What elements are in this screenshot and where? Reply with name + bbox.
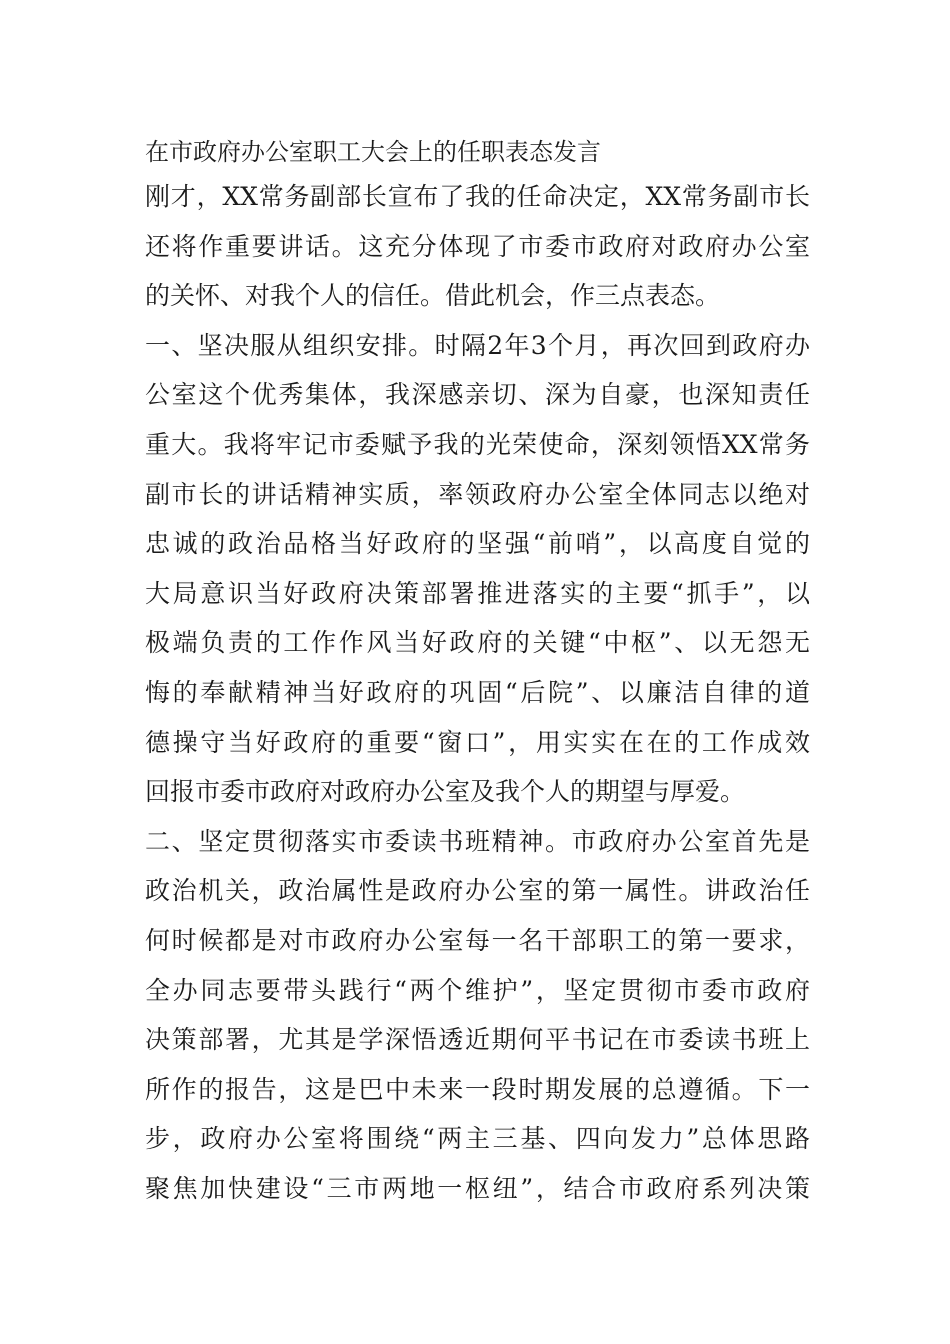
- text-line: 何时候都是对市政府办公室每一名干部职工的第一要求，: [145, 925, 810, 955]
- text-line: 的关怀、对我个人的信任。借此机会，作三点表态。: [145, 281, 721, 311]
- text-line: 回报市委市政府对政府办公室及我个人的期望与厚爱。: [145, 777, 746, 807]
- text-line: 悔的奉献精神当好政府的巩固“后院”、以廉洁自律的道: [145, 677, 810, 707]
- document-title: 在市政府办公室职工大会上的任职表态发言: [145, 138, 601, 166]
- text-line: 还将作重要讲话。这充分体现了市委市政府对政府办公室: [145, 231, 810, 261]
- text-line: 二、坚定贯彻落实市委读书班精神。市政府办公室首先是: [145, 826, 810, 856]
- text-line: 公室这个优秀集体，我深感亲切、深为自豪，也深知责任: [145, 380, 810, 410]
- text-line: 全办同志要带头践行“两个维护”，坚定贯彻市委市政府: [145, 975, 810, 1005]
- paragraph-point-two: [145, 817, 810, 1214]
- text-line: 步，政府办公室将围绕“两主三基、四向发力”总体思路: [145, 1124, 810, 1154]
- text-line: 德操守当好政府的重要“窗口”，用实实在在的工作成效: [145, 727, 810, 757]
- text-line: 政治机关，政治属性是政府办公室的第一属性。讲政治任: [145, 876, 810, 906]
- text-line: 极端负责的工作作风当好政府的关键“中枢”、以无怨无: [145, 628, 810, 658]
- paragraph-intro: [145, 172, 810, 321]
- text-line: 所作的报告，这是巴中未来一段时期发展的总遵循。下一: [145, 1074, 810, 1104]
- text-line: 一、坚决服从组织安排。时隔2年3个月，再次回到政府办: [145, 330, 810, 360]
- text-line: 决策部署，尤其是学深悟透近期何平书记在市委读书班上: [145, 1025, 810, 1055]
- text-line: 忠诚的政治品格当好政府的坚强“前哨”，以高度自觉的: [145, 529, 810, 559]
- text-line: 副市长的讲话精神实质，率领政府办公室全体同志以绝对: [145, 479, 810, 509]
- document-body: [145, 132, 810, 1213]
- text-line: 重大。我将牢记市委赋予我的光荣使命，深刻领悟XX常务: [145, 429, 810, 459]
- text-line: 聚焦加快建设“三市两地一枢纽”，结合市政府系列决策: [145, 1173, 810, 1203]
- text-line: 大局意识当好政府决策部署推进落实的主要“抓手”，以: [145, 578, 810, 608]
- paragraph-point-one: [145, 321, 810, 817]
- text-line: 刚才，XX常务副部长宣布了我的任命决定，XX常务副市长: [145, 182, 810, 211]
